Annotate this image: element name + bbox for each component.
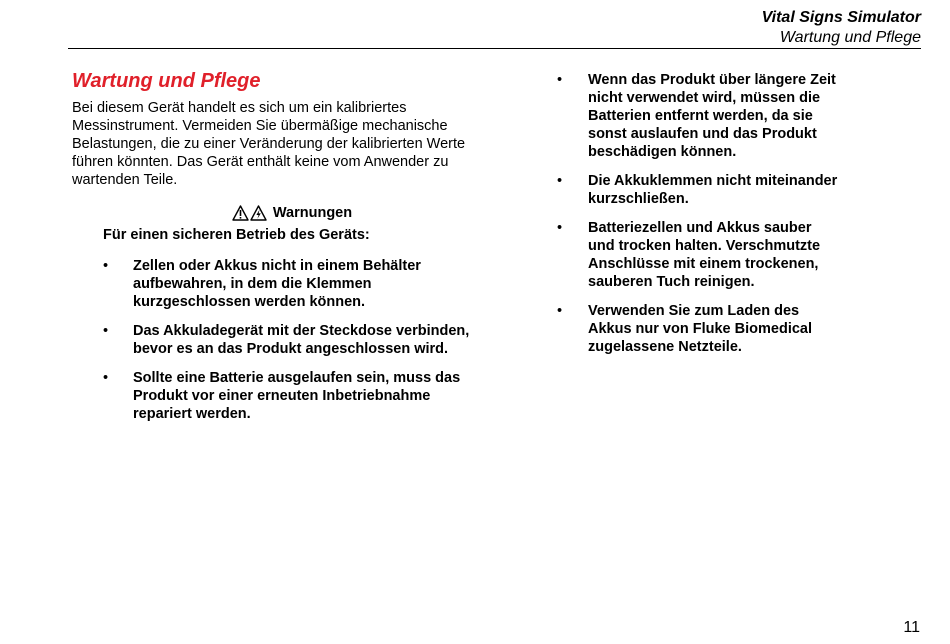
header-title: Vital Signs Simulator — [761, 9, 921, 26]
warning-item — [72, 369, 472, 423]
bullet-icon: • — [557, 220, 563, 236]
warning-item-text: Sollte eine Batterie ausgelaufen sein, muss das Produkt vor einer erneuten Inbetriebnahme repariert werden. — [133, 370, 461, 422]
warning-icons — [232, 205, 267, 221]
warning-item-text: Verwenden Sie zum Laden des Akkus nur von Fluke Biomedical zugelassene Netzteile. — [588, 303, 812, 355]
warning-item — [72, 322, 472, 358]
right-column — [555, 71, 840, 367]
bullet-icon: • — [103, 323, 109, 339]
bullet-icon: • — [557, 72, 563, 88]
section-title: Wartung und Pflege — [72, 70, 261, 92]
warning-item — [555, 219, 840, 291]
warning-item-text: Wenn das Produkt über längere Zeit nicht verwendet wird, müssen die Batterien entfernt werden, da sie sonst auslaufen und das Produkt beschädigen können. — [588, 72, 836, 160]
warnings-list-right — [555, 71, 840, 356]
bullet-icon: • — [557, 173, 563, 189]
header-subtitle: Wartung und Pflege — [779, 29, 921, 46]
warning-item — [555, 172, 840, 208]
warning-item — [72, 257, 472, 311]
page-number: 11 — [903, 619, 920, 636]
warning-triangle-icon — [232, 205, 249, 221]
warning-item-text: Das Akkuladegerät mit der Steckdose verbinden, bevor es an das Produkt angeschlossen wird. — [133, 323, 470, 357]
warning-item — [555, 302, 840, 356]
bullet-icon: • — [557, 303, 563, 319]
warnings-subheading: Für einen sicheren Betrieb des Geräts: — [103, 227, 370, 243]
intro-paragraph: Bei diesem Gerät handelt es sich um ein kalibriertes Messinstrument. Vermeiden Sie übermäßige mechanische Belastungen, die zu einer Veränderung der kalibrierten Werte führen könnten. Das Gerät enthält keine vom Anwender zu wartenden Teile. — [72, 100, 466, 188]
warnings-heading-text: Warnungen — [272, 205, 353, 221]
running-header — [762, 8, 921, 48]
bullet-icon: • — [103, 258, 109, 274]
bullet-icon: • — [103, 370, 109, 386]
warning-item-text: Die Akkuklemmen nicht miteinander kurzschließen. — [588, 173, 838, 207]
warnings-list-left — [72, 257, 472, 423]
warning-item — [555, 71, 840, 161]
warning-item-text: Batteriezellen und Akkus sauber und trocken halten. Verschmutzte Anschlüsse mit einem trockenen, sauberen Tuch reinigen. — [588, 220, 821, 290]
left-column — [72, 69, 472, 434]
warnings-heading — [72, 204, 472, 222]
electric-shock-triangle-icon — [250, 205, 267, 221]
header-rule — [68, 48, 921, 49]
warning-item-text: Zellen oder Akkus nicht in einem Behälter aufbewahren, in dem die Klemmen kurzgeschlossen werden können. — [133, 258, 421, 310]
